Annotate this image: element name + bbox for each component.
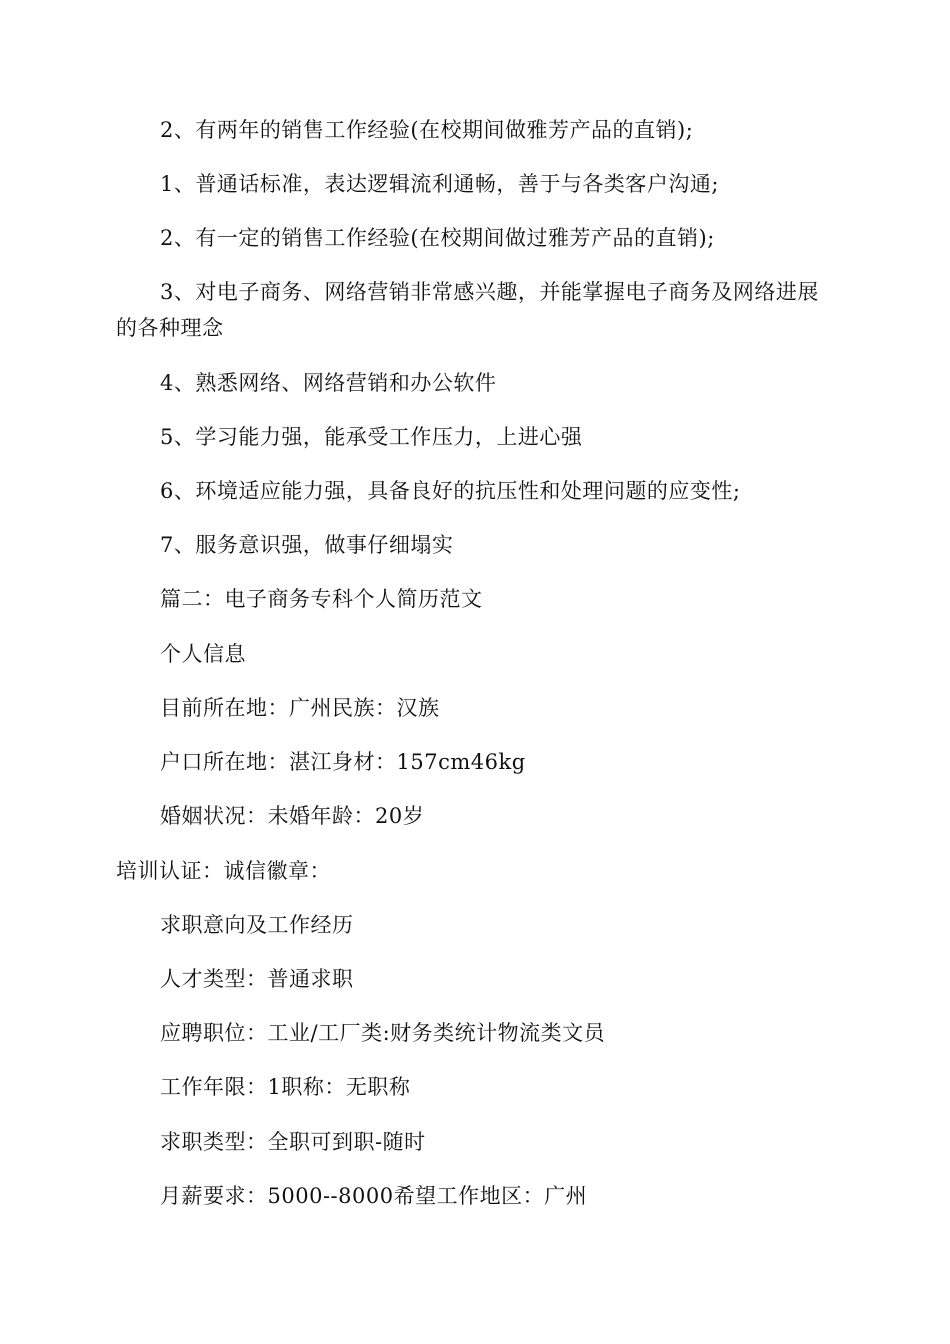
info-salary-area: 月薪要求：5000--8000希望工作地区：广州 xyxy=(160,1184,588,1208)
requirement-5-learning: 5、学习能力强，能承受工作压力，上进心强 xyxy=(160,425,583,449)
info-certification: 培训认证：诚信徽章： xyxy=(116,859,331,883)
section-title-part2: 篇二：电子商务专科个人简历范文 xyxy=(160,587,483,611)
requirement-1-mandarin: 1、普通话标准，表达逻辑流利通畅，善于与各类客户沟通; xyxy=(160,172,719,196)
info-hukou-body: 户口所在地：湛江身材：157cm46kg xyxy=(160,750,526,774)
info-location-ethnicity: 目前所在地：广州民族：汉族 xyxy=(160,696,440,720)
heading-job-intention: 求职意向及工作经历 xyxy=(160,913,354,937)
heading-personal-info: 个人信息 xyxy=(160,642,246,666)
requirement-2-sales: 2、有一定的销售工作经验(在校期间做过雅芳产品的直销); xyxy=(160,226,715,250)
requirement-7-service: 7、服务意识强，做事仔细塌实 xyxy=(160,533,454,557)
requirement-3-ecommerce: 3、对电子商务、网络营销非常感兴趣，并能掌握电子商务及网络进展的各种理念 xyxy=(116,280,819,340)
requirement-6-adaptability: 6、环境适应能力强，具备良好的抗压性和处理问题的应变性; xyxy=(160,479,741,503)
requirement-2-experience: 2、有两年的销售工作经验(在校期间做雅芳产品的直销); xyxy=(160,118,694,142)
info-marital-age: 婚姻状况：未婚年龄：20岁 xyxy=(160,804,425,828)
info-position: 应聘职位：工业/工厂类:财务类统计物流类文员 xyxy=(160,1021,606,1045)
info-talent-type: 人才类型：普通求职 xyxy=(160,967,354,991)
info-work-years: 工作年限：1职称：无职称 xyxy=(160,1075,411,1099)
requirement-4-software: 4、熟悉网络、网络营销和办公软件 xyxy=(160,371,497,395)
info-job-type: 求职类型：全职可到职-随时 xyxy=(160,1130,426,1154)
